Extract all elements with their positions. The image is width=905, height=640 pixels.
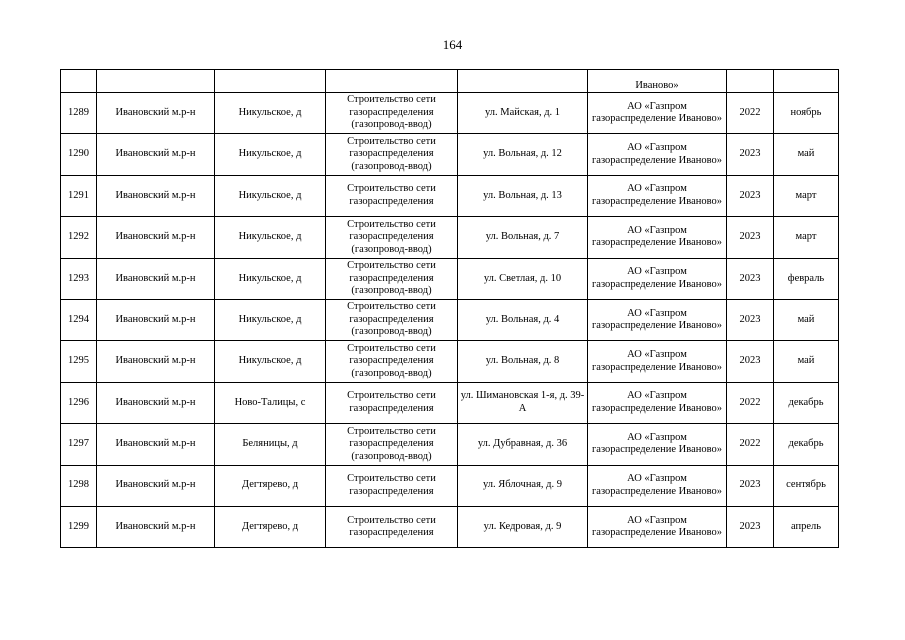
- cell-work: Строительство сети газораспределения (газопровод-ввод): [326, 217, 458, 258]
- table-row: [61, 258, 839, 299]
- cell-year: 2022: [727, 93, 774, 134]
- cell-settlement: Никульское, д: [215, 217, 326, 258]
- cell-district: Ивановский м.р-н: [97, 424, 215, 465]
- cell-district: Ивановский м.р-н: [97, 217, 215, 258]
- cell-address: ул. Дубравная, д. 36: [458, 424, 588, 465]
- cell-year: 2023: [727, 258, 774, 299]
- cell-num: 1291: [61, 175, 97, 216]
- cell-org: АО «Газпром газораспределение Иваново»: [588, 424, 727, 465]
- cell-month: ноябрь: [774, 93, 839, 134]
- cell-year: 2023: [727, 175, 774, 216]
- cell-month: февраль: [774, 258, 839, 299]
- cell-month: март: [774, 217, 839, 258]
- cell-settlement: Никульское, д: [215, 341, 326, 382]
- cell-num: 1299: [61, 506, 97, 547]
- cell-settlement: Никульское, д: [215, 258, 326, 299]
- cell-district: Ивановский м.р-н: [97, 341, 215, 382]
- cell-num: 1292: [61, 217, 97, 258]
- cell-month: март: [774, 175, 839, 216]
- table-row: [61, 175, 839, 216]
- cell-settlement: Никульское, д: [215, 175, 326, 216]
- cell-district: Ивановский м.р-н: [97, 175, 215, 216]
- cell-address: ул. Вольная, д. 12: [458, 134, 588, 175]
- gasification-table: [60, 69, 839, 548]
- continued-row: [61, 70, 839, 93]
- cell-district: Ивановский м.р-н: [97, 465, 215, 506]
- cell-num: 1289: [61, 93, 97, 134]
- cell-work: Строительство сети газораспределения (газопровод-ввод): [326, 299, 458, 340]
- cell-address: ул. Вольная, д. 8: [458, 341, 588, 382]
- cell-year: 2022: [727, 382, 774, 423]
- cell-num: 1293: [61, 258, 97, 299]
- cell-year: 2023: [727, 134, 774, 175]
- cell-month: сентябрь: [774, 465, 839, 506]
- cell-org: АО «Газпром газораспределение Иваново»: [588, 217, 727, 258]
- table-row: [61, 424, 839, 465]
- cell-work: Строительство сети газораспределения (газопровод-ввод): [326, 258, 458, 299]
- cell-org: Иваново»: [588, 70, 727, 93]
- cell-work: Строительство сети газораспределения (газопровод-ввод): [326, 93, 458, 134]
- cell-address: ул. Вольная, д. 4: [458, 299, 588, 340]
- cell-district: Ивановский м.р-н: [97, 134, 215, 175]
- cell-work: Строительство сети газораспределения: [326, 175, 458, 216]
- cell-org: АО «Газпром газораспределение Иваново»: [588, 341, 727, 382]
- cell-org: АО «Газпром газораспределение Иваново»: [588, 258, 727, 299]
- cell-num: 1294: [61, 299, 97, 340]
- cell-settlement: Беляницы, д: [215, 424, 326, 465]
- cell-month: декабрь: [774, 424, 839, 465]
- cell-settlement: Никульское, д: [215, 93, 326, 134]
- cell-district: Ивановский м.р-н: [97, 93, 215, 134]
- cell-year: 2023: [727, 299, 774, 340]
- cell-work: Строительство сети газораспределения: [326, 506, 458, 547]
- cell-settlement: Ново-Талицы, с: [215, 382, 326, 423]
- cell-org: АО «Газпром газораспределение Иваново»: [588, 134, 727, 175]
- cell-org: АО «Газпром газораспределение Иваново»: [588, 465, 727, 506]
- cell-org: АО «Газпром газораспределение Иваново»: [588, 299, 727, 340]
- cell-district: Ивановский м.р-н: [97, 506, 215, 547]
- cell-district: Ивановский м.р-н: [97, 299, 215, 340]
- cell-num: 1295: [61, 341, 97, 382]
- table-row: [61, 506, 839, 547]
- table-row: [61, 382, 839, 423]
- cell-address: ул. Вольная, д. 13: [458, 175, 588, 216]
- cell-num: 1296: [61, 382, 97, 423]
- cell-settlement: Дегтярево, д: [215, 465, 326, 506]
- cell-district: Ивановский м.р-н: [97, 258, 215, 299]
- cell-work: Строительство сети газораспределения: [326, 382, 458, 423]
- cell-year: 2022: [727, 424, 774, 465]
- cell-work: Строительство сети газораспределения (газопровод-ввод): [326, 134, 458, 175]
- cell-settlement: Никульское, д: [215, 134, 326, 175]
- cell-num: 1297: [61, 424, 97, 465]
- cell-month: май: [774, 299, 839, 340]
- cell-settlement: Никульское, д: [215, 299, 326, 340]
- cell-org: АО «Газпром газораспределение Иваново»: [588, 175, 727, 216]
- cell-work: Строительство сети газораспределения: [326, 465, 458, 506]
- cell-month: декабрь: [774, 382, 839, 423]
- cell-year: 2023: [727, 506, 774, 547]
- table-row: [61, 134, 839, 175]
- cell-month: апрель: [774, 506, 839, 547]
- cell-address: ул. Шимановская 1-я, д. 39-А: [458, 382, 588, 423]
- cell-org: АО «Газпром газораспределение Иваново»: [588, 93, 727, 134]
- cell-num: 1298: [61, 465, 97, 506]
- cell-work: Строительство сети газораспределения (газопровод-ввод): [326, 341, 458, 382]
- cell-address: ул. Светлая, д. 10: [458, 258, 588, 299]
- cell-address: ул. Яблочная, д. 9: [458, 465, 588, 506]
- cell-address: ул. Вольная, д. 7: [458, 217, 588, 258]
- cell-org: АО «Газпром газораспределение Иваново»: [588, 506, 727, 547]
- cell-month: май: [774, 134, 839, 175]
- cell-address: ул. Кедровая, д. 9: [458, 506, 588, 547]
- cell-work: Строительство сети газораспределения (газопровод-ввод): [326, 424, 458, 465]
- cell-year: 2023: [727, 465, 774, 506]
- page-number: 164: [442, 37, 463, 52]
- cell-address: ул. Майская, д. 1: [458, 93, 588, 134]
- cell-year: 2023: [727, 341, 774, 382]
- table-row: [61, 93, 839, 134]
- cell-settlement: Дегтярево, д: [215, 506, 326, 547]
- table-row: [61, 341, 839, 382]
- cell-month: май: [774, 341, 839, 382]
- cell-district: Ивановский м.р-н: [97, 382, 215, 423]
- cell-num: 1290: [61, 134, 97, 175]
- cell-year: 2023: [727, 217, 774, 258]
- table-row: [61, 217, 839, 258]
- table-row: [61, 299, 839, 340]
- cell-org: АО «Газпром газораспределение Иваново»: [588, 382, 727, 423]
- table-row: [61, 465, 839, 506]
